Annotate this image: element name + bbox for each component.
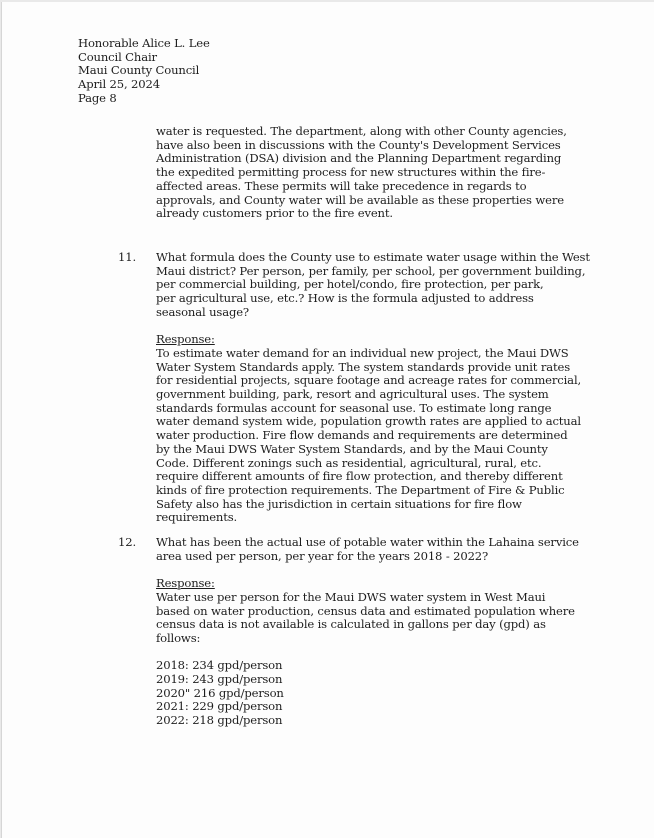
text-line: affected areas. These permits will take precedence in regards to — [156, 178, 527, 193]
text-line: already customers prior to the fire event. — [156, 206, 393, 221]
response-line: standards formulas account for seasonal use. To estimate long range — [156, 400, 552, 415]
question-12-number: 12. — [118, 535, 136, 549]
recipient-name: Honorable Alice L. Lee — [78, 36, 210, 50]
letter-date: April 25, 2024 — [78, 77, 160, 92]
text-line: the expedited permitting process for new structures within the fire- — [156, 165, 546, 180]
question-line: What formula does the County use to estimate water usage within the West — [156, 250, 590, 264]
response-line: require different amounts of fire flow protection, and thereby different — [156, 469, 563, 484]
usage-2021: 2021: 229 gpd/person — [156, 699, 283, 714]
response-line: requirements. — [156, 510, 238, 525]
response-line: by the Maui DWS Water System Standards, and by the Maui County — [156, 441, 548, 456]
response-line: Safety also has the jurisdiction in certain situations for fire flow — [156, 496, 522, 511]
response-line: for residential projects, square footage and acreage rates for commercial, — [156, 373, 582, 388]
response-line: To estimate water demand for an individual new project, the Maui DWS — [156, 345, 569, 360]
usage-2018: 2018: 234 gpd/person — [156, 658, 283, 673]
question-line: What has been the actual use of potable water within the Lahaina service — [156, 535, 579, 549]
recipient-organization: Maui County Council — [78, 63, 200, 78]
letter-header — [78, 37, 210, 106]
recipient-title: Council Chair — [78, 49, 157, 64]
response-line: Water use per person for the Maui DWS water system in West Maui — [156, 589, 546, 604]
text-line: approvals, and County water will be available as these properties were — [156, 192, 564, 207]
text-line: Administration (DSA) division and the Planning Department regarding — [156, 151, 562, 166]
response-line: follows: — [156, 630, 201, 645]
question-12 — [156, 536, 601, 728]
text-line: water is requested. The department, along with other County agencies, — [156, 124, 567, 138]
document-page — [1, 2, 654, 838]
usage-2020: 2020" 216 gpd/person — [156, 685, 284, 700]
question-line: per commercial building, per hotel/condo, fire protection, per park, — [156, 277, 544, 292]
response-line: water demand system wide, population growth rates are applied to actual — [156, 414, 581, 429]
response-line: kinds of fire protection requirements. The Department of Fire & Public — [156, 482, 565, 497]
question-11-number: 11. — [118, 250, 136, 264]
response-line: based on water production, census data and estimated population where — [156, 603, 575, 618]
page-number: Page 8 — [78, 90, 117, 105]
question-line: per agricultural use, etc.? How is the formula adjusted to address — [156, 291, 534, 306]
response-line: government building, park, resort and agricultural uses. The system — [156, 387, 549, 402]
question-line: Maui district? Per person, per family, per school, per government building, — [156, 263, 586, 278]
question-line: area used per person, per year for the years 2018 - 2022? — [156, 548, 489, 563]
question-11 — [156, 251, 601, 525]
response-label: Response: — [156, 576, 215, 591]
response-line: water production. Fire flow demands and requirements are determined — [156, 428, 568, 443]
response-label: Response: — [156, 332, 215, 347]
response-line: Water System Standards apply. The system standards provide unit rates — [156, 359, 571, 374]
question-line: seasonal usage? — [156, 304, 250, 319]
response-line: census data is not available is calculated in gallons per day (gpd) as — [156, 617, 546, 632]
response-line: Code. Different zonings such as residential, agricultural, rural, etc. — [156, 455, 542, 470]
text-line: have also been in discussions with the County's Development Services — [156, 137, 561, 152]
usage-2019: 2019: 243 gpd/person — [156, 672, 283, 686]
usage-2022: 2022: 218 gpd/person — [156, 713, 283, 728]
continued-response-paragraph — [156, 125, 601, 221]
